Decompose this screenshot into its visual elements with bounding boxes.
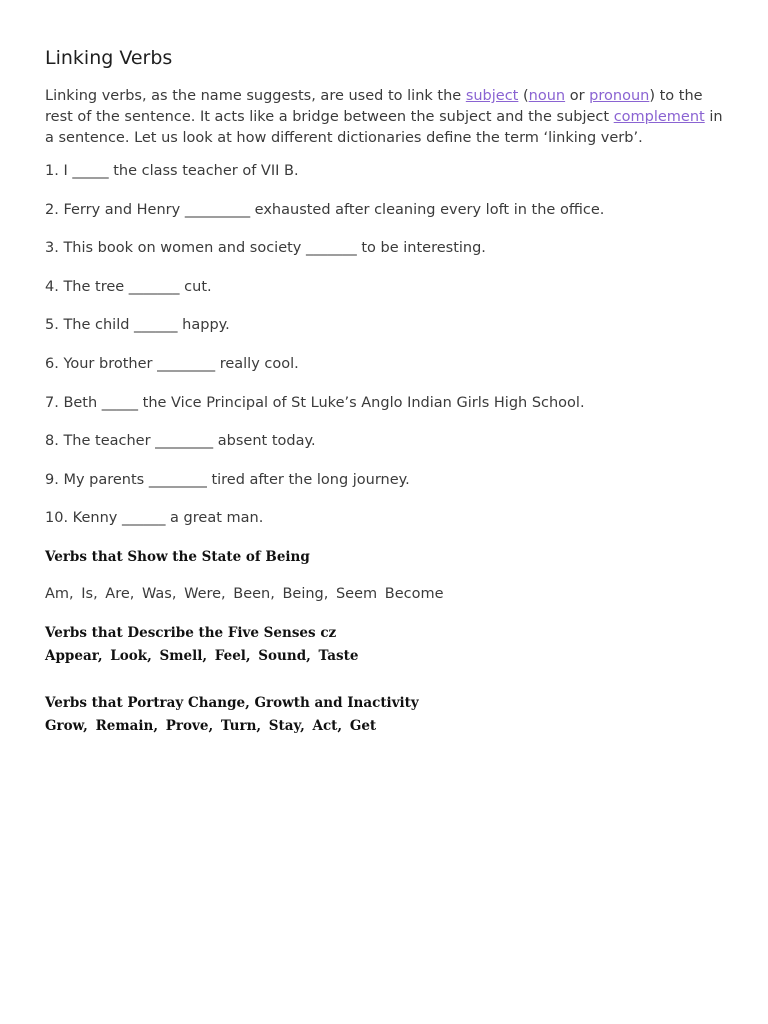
question-item: 3. This book on women and society _______ to be interesting. bbox=[45, 240, 486, 257]
page-title: Linking Verbs bbox=[45, 47, 173, 69]
noun-link[interactable]: noun bbox=[528, 88, 566, 104]
question-item: 7. Beth _____ the Vice Principal of St Luke’s Anglo Indian Girls High School. bbox=[45, 394, 585, 411]
pronoun-link[interactable]: pronoun bbox=[589, 88, 650, 104]
state-of-being-section bbox=[45, 547, 725, 604]
intro-text-4: ) to the rest of the sentence. It acts like a bridge between the subject and the subject bbox=[45, 88, 703, 125]
change-growth-words: Grow, Remain, Prove, Turn, Stay, Act, Get bbox=[45, 717, 377, 734]
subject-link[interactable]: subject bbox=[465, 88, 519, 104]
section-spacer bbox=[45, 666, 725, 693]
question-item: 2. Ferry and Henry _________ exhausted after cleaning every loft in the office. bbox=[45, 201, 605, 218]
five-senses-section bbox=[45, 623, 725, 666]
complement-link[interactable]: complement bbox=[613, 109, 705, 125]
change-growth-section bbox=[45, 693, 725, 736]
intro-text-3: or bbox=[565, 88, 590, 104]
question-list bbox=[45, 161, 725, 528]
document-page bbox=[45, 45, 725, 736]
question-item: 9. My parents ________ tired after the long journey. bbox=[45, 471, 410, 488]
five-senses-heading: Verbs that Describe the Five Senses cz bbox=[45, 624, 337, 641]
question-item: 6. Your brother ________ really cool. bbox=[45, 355, 299, 372]
question-item: 1. I _____ the class teacher of VII B. bbox=[45, 163, 299, 179]
intro-paragraph bbox=[45, 86, 725, 149]
five-senses-words: Appear, Look, Smell, Feel, Sound, Taste bbox=[45, 647, 359, 664]
state-of-being-heading: Verbs that Show the State of Being bbox=[45, 548, 310, 565]
state-of-being-words: Am, Is, Are, Was, Were, Been, Being, Seem Become bbox=[45, 585, 444, 602]
intro-text-5: in a sentence. Let us look at how different dictionaries define the term ‘linking verb’. bbox=[45, 109, 723, 146]
intro-text-2: ( bbox=[518, 88, 529, 104]
question-item: 4. The tree _______ cut. bbox=[45, 278, 212, 295]
question-item: 10. Kenny ______ a great man. bbox=[45, 510, 264, 527]
intro-text-1: Linking verbs, as the name suggests, are used to link the bbox=[45, 88, 466, 104]
question-item: 5. The child ______ happy. bbox=[45, 317, 230, 334]
question-item: 8. The teacher ________ absent today. bbox=[45, 433, 316, 450]
change-growth-heading: Verbs that Portray Change, Growth and Inactivity bbox=[45, 694, 419, 711]
